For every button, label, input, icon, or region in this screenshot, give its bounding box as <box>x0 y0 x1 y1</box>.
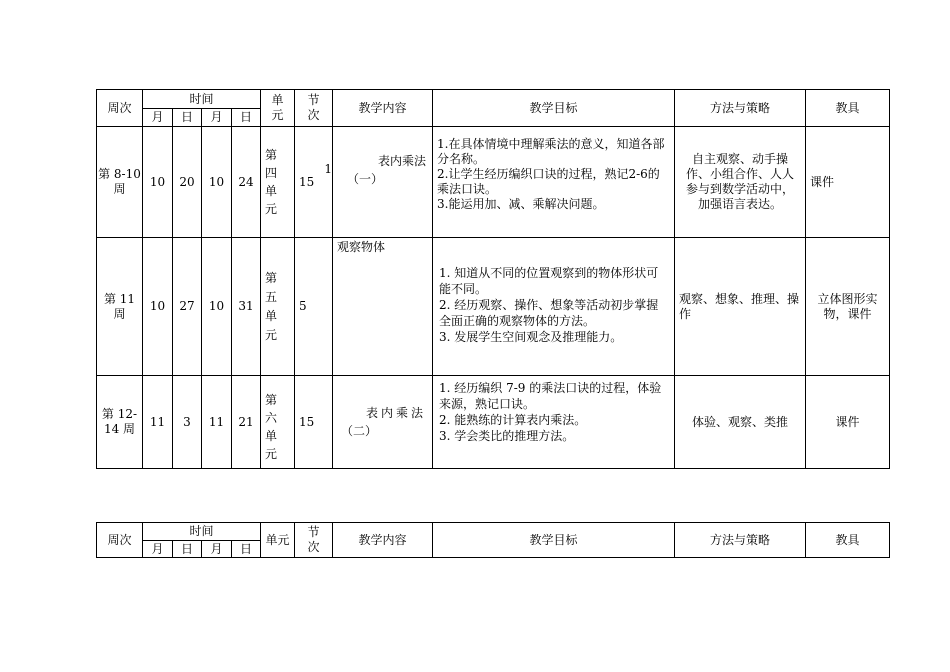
goal-item: 2. 经历观察、操作、想象等活动初步掌握全面正确的观察物体的方法。 <box>439 298 659 328</box>
unit-cell: 第 四 单 元 <box>261 127 295 238</box>
goal-item: 1. 知道从不同的位置观察到的物体形状可能不同。 <box>439 266 659 296</box>
header-day-start: 日 <box>173 541 202 558</box>
day-start-cell: 3 <box>173 376 202 469</box>
goal-cell <box>433 376 675 469</box>
table-row <box>97 127 890 238</box>
goal-list <box>433 137 674 212</box>
header-month-start: 月 <box>143 109 173 127</box>
header-goal: 教学目标 <box>433 90 675 127</box>
goal-item: 3. 学会类比的推理方法。 <box>439 429 575 443</box>
goal-item: 1.在具体情境中理解乘法的意义，知道各部分名称。 <box>437 137 665 166</box>
month-end-cell: 11 <box>202 376 232 469</box>
header-unit: 单元 <box>261 523 295 558</box>
header-week: 周次 <box>97 90 143 127</box>
goal-item: 2.让学生经历编织口诀的过程，熟记2-6的乘法口诀。 <box>437 167 660 196</box>
header-tool: 教具 <box>806 90 890 127</box>
header-day-end: 日 <box>232 109 261 127</box>
month-start-cell: 10 <box>143 238 173 376</box>
day-end-cell: 31 <box>232 238 261 376</box>
header-unit: 单 元 <box>261 90 295 127</box>
header-method: 方法与策略 <box>675 523 806 558</box>
header-method: 方法与策略 <box>675 90 806 127</box>
tool-cell: 立体图形实物，课件 <box>806 238 890 376</box>
goal-item: 1. 经历编织 7-9 的乘法口诀的过程，体验来源，熟记口诀。 <box>439 381 662 411</box>
lessons-cell: 15 <box>295 376 333 469</box>
goal-cell <box>433 127 675 238</box>
content-cell: 表内乘法 （二） <box>333 376 433 469</box>
header-week: 周次 <box>97 523 143 558</box>
method-cell: 体验、观察、类推 <box>675 376 806 469</box>
content-cell: 表内乘法 （一） <box>333 127 433 238</box>
header-tool: 教具 <box>806 523 890 558</box>
teaching-plan-table <box>96 89 890 469</box>
unit-cell: 第 五 单 元 <box>261 238 295 376</box>
goal-list <box>433 380 674 444</box>
week-cell: 第 11周 <box>97 238 143 376</box>
day-end-cell: 24 <box>232 127 261 238</box>
header-content: 教学内容 <box>333 90 433 127</box>
header-goal: 教学目标 <box>433 523 675 558</box>
teaching-plan-table-continued <box>96 522 890 558</box>
header-month-end: 月 <box>202 109 232 127</box>
tool-cell: 课件 <box>806 127 890 238</box>
header-day-end: 日 <box>232 541 261 558</box>
tool-cell: 课件 <box>806 376 890 469</box>
lessons-cell: 5 <box>295 238 333 376</box>
goal-cell <box>433 238 675 376</box>
month-end-cell: 10 <box>202 127 232 238</box>
lessons-cell: 15 1 <box>295 127 333 238</box>
method-cell: 观察、想象、推理、操作 <box>675 238 806 376</box>
header-lessons: 节 次 <box>295 523 333 558</box>
unit-cell: 第 六 单 元 <box>261 376 295 469</box>
day-start-cell: 20 <box>173 127 202 238</box>
table-row <box>97 238 890 376</box>
content-cell: 观察物体 <box>333 238 433 376</box>
month-start-cell: 11 <box>143 376 173 469</box>
table-row <box>97 376 890 469</box>
header-content: 教学内容 <box>333 523 433 558</box>
goal-item: 3. 发展学生空间观念及推理能力。 <box>439 330 623 344</box>
week-cell: 第 8-10周 <box>97 127 143 238</box>
header-time: 时间 <box>143 523 261 541</box>
month-start-cell: 10 <box>143 127 173 238</box>
month-end-cell: 10 <box>202 238 232 376</box>
goal-list <box>433 265 674 345</box>
week-cell: 第 12-14 周 <box>97 376 143 469</box>
stray-mark: 1 <box>324 162 333 176</box>
header-month-end: 月 <box>202 541 232 558</box>
goal-item: 2. 能熟练的计算表内乘法。 <box>439 413 587 427</box>
day-end-cell: 21 <box>232 376 261 469</box>
day-start-cell: 27 <box>173 238 202 376</box>
header-lessons: 节 次 <box>295 90 333 127</box>
header-month-start: 月 <box>143 541 173 558</box>
goal-item: 3.能运用加、减、乘解决问题。 <box>437 197 605 211</box>
method-cell: 自主观察、动手操作、小组合作、人人参与到数学活动中，加强语言表达。 <box>675 127 806 238</box>
header-day-start: 日 <box>173 109 202 127</box>
header-time: 时间 <box>143 90 261 109</box>
